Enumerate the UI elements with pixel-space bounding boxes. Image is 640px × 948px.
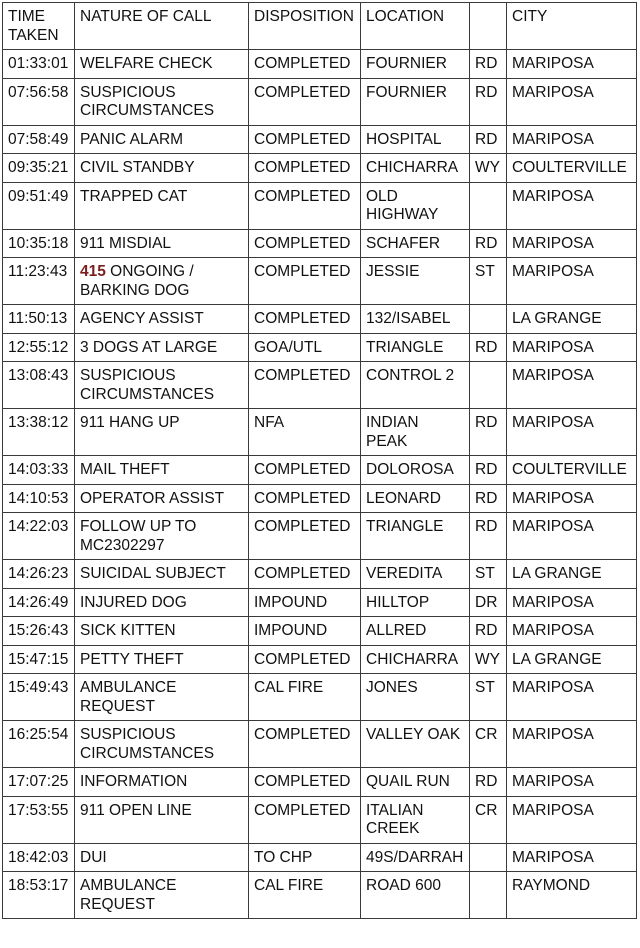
cell-location: HOSPITAL [361, 125, 470, 154]
nature-text: OPERATOR ASSIST [80, 489, 225, 507]
table-row [3, 409, 637, 456]
table-row [3, 617, 637, 646]
cell-time-taken: 07:58:49 [3, 125, 75, 154]
cell-city: MARIPOSA [507, 674, 637, 721]
cell-time-taken: 14:10:53 [3, 484, 75, 513]
cell-street-suffix: RD [470, 484, 507, 513]
cell-location: SCHAFER [361, 229, 470, 258]
cell-nature-of-call [75, 333, 249, 362]
cell-city: MARIPOSA [507, 50, 637, 79]
table-row [3, 50, 637, 79]
cell-nature-of-call [75, 513, 249, 560]
cell-location: TRIANGLE [361, 333, 470, 362]
nature-text: SUSPICIOUS CIRCUMSTANCES [80, 367, 215, 403]
cell-disposition: COMPLETED [249, 796, 361, 843]
cell-street-suffix: WY [470, 154, 507, 183]
table-row [3, 768, 637, 797]
nature-text: INFORMATION [80, 773, 188, 790]
cell-time-taken: 12:55:12 [3, 333, 75, 362]
cell-nature-of-call [75, 645, 249, 674]
cell-city: MARIPOSA [507, 588, 637, 617]
cell-disposition: COMPLETED [249, 229, 361, 258]
cell-nature-of-call [75, 229, 249, 258]
cell-time-taken: 18:42:03 [3, 843, 75, 872]
cell-city: MARIPOSA [507, 409, 637, 456]
cell-street-suffix: RD [470, 768, 507, 797]
cell-city: RAYMOND [507, 872, 637, 919]
nature-text: INJURED DOG [80, 593, 187, 611]
table-row [3, 484, 637, 513]
cell-location: ALLRED [361, 617, 470, 646]
cell-street-suffix: DR [470, 588, 507, 617]
nature-text: PETTY THEFT [80, 650, 184, 668]
cell-time-taken: 10:35:18 [3, 229, 75, 258]
cell-nature-of-call [75, 305, 249, 334]
cell-disposition: TO CHP [249, 843, 361, 872]
cell-location: TRIANGLE [361, 513, 470, 560]
cell-disposition: CAL FIRE [249, 674, 361, 721]
cell-time-taken: 14:26:23 [3, 560, 75, 589]
nature-text: CIVIL STANDBY [80, 159, 195, 176]
cell-disposition: COMPLETED [249, 305, 361, 334]
cell-disposition: COMPLETED [249, 154, 361, 183]
cell-location: OLD HIGHWAY [361, 182, 470, 229]
cell-nature-of-call [75, 78, 249, 125]
table-row [3, 333, 637, 362]
cell-nature-of-call [75, 258, 249, 305]
cell-city: MARIPOSA [507, 78, 637, 125]
cell-street-suffix: ST [470, 560, 507, 589]
cell-city: COULTERVILLE [507, 456, 637, 485]
cell-location: LEONARD [361, 484, 470, 513]
cell-disposition: COMPLETED [249, 456, 361, 485]
cell-nature-of-call [75, 50, 249, 79]
cell-location: ITALIAN CREEK [361, 796, 470, 843]
cell-city: MARIPOSA [507, 484, 637, 513]
cell-time-taken: 09:35:21 [3, 154, 75, 183]
cell-city: MARIPOSA [507, 768, 637, 797]
cell-location: 49S/DARRAH [361, 843, 470, 872]
table-row [3, 182, 637, 229]
cell-street-suffix: RD [470, 409, 507, 456]
cell-city: MARIPOSA [507, 258, 637, 305]
cell-time-taken: 17:53:55 [3, 796, 75, 843]
table-row [3, 721, 637, 768]
cell-location: 132/ISABEL [361, 305, 470, 334]
header-street-suffix [470, 3, 507, 50]
cell-time-taken: 11:50:13 [3, 305, 75, 334]
cell-time-taken: 14:22:03 [3, 513, 75, 560]
table-row [3, 362, 637, 409]
nature-text: SUICIDAL SUBJECT [80, 565, 226, 582]
cell-city: LA GRANGE [507, 560, 637, 589]
cell-disposition: COMPLETED [249, 484, 361, 513]
cell-city: COULTERVILLE [507, 154, 637, 183]
nature-text: 911 OPEN LINE [80, 801, 192, 819]
nature-text: DUI [80, 848, 107, 866]
cell-location: CHICHARRA [361, 154, 470, 183]
cell-city: MARIPOSA [507, 125, 637, 154]
cell-nature-of-call [75, 154, 249, 183]
table-row [3, 78, 637, 125]
nature-text: WELFARE CHECK [80, 55, 213, 72]
cell-time-taken: 14:03:33 [3, 456, 75, 485]
cell-location: FOURNIER [361, 78, 470, 125]
cell-time-taken: 07:56:58 [3, 78, 75, 125]
nature-text: PANIC ALARM [80, 130, 184, 148]
cell-time-taken: 01:33:01 [3, 50, 75, 79]
cell-city: MARIPOSA [507, 513, 637, 560]
cell-disposition: COMPLETED [249, 645, 361, 674]
table-row [3, 796, 637, 843]
cell-location: ROAD 600 [361, 872, 470, 919]
penal-code: 415 [80, 263, 106, 280]
header-nature-of-call: NATURE OF CALL [75, 3, 249, 50]
cell-location: DOLOROSA [361, 456, 470, 485]
header-location: LOCATION [361, 3, 470, 50]
cell-disposition: COMPLETED [249, 513, 361, 560]
cell-city: MARIPOSA [507, 796, 637, 843]
cell-nature-of-call [75, 843, 249, 872]
cell-street-suffix [470, 872, 507, 919]
cell-street-suffix: RD [470, 50, 507, 79]
header-city: CITY [507, 3, 637, 50]
nature-text: ONGOING / BARKING DOG [80, 263, 194, 299]
cell-street-suffix [470, 362, 507, 409]
cell-street-suffix [470, 843, 507, 872]
cell-nature-of-call [75, 617, 249, 646]
cell-nature-of-call [75, 409, 249, 456]
table-row [3, 258, 637, 305]
cell-disposition: COMPLETED [249, 560, 361, 589]
header-time-taken: TIME TAKEN [3, 3, 75, 50]
cell-city: LA GRANGE [507, 305, 637, 334]
cell-location: VALLEY OAK [361, 721, 470, 768]
cell-nature-of-call [75, 588, 249, 617]
cell-nature-of-call [75, 484, 249, 513]
cell-time-taken: 13:38:12 [3, 409, 75, 456]
table-row [3, 229, 637, 258]
cell-nature-of-call [75, 125, 249, 154]
cell-disposition: CAL FIRE [249, 872, 361, 919]
cell-nature-of-call [75, 721, 249, 768]
cell-street-suffix [470, 182, 507, 229]
cell-street-suffix: RD [470, 78, 507, 125]
cell-street-suffix: RD [470, 617, 507, 646]
table-row [3, 154, 637, 183]
nature-text: 911 HANG UP [80, 414, 180, 431]
nature-text: TRAPPED CAT [80, 187, 188, 205]
cell-disposition: COMPLETED [249, 362, 361, 409]
cell-location: QUAIL RUN [361, 768, 470, 797]
cell-nature-of-call [75, 872, 249, 919]
table-row [3, 560, 637, 589]
cell-nature-of-call [75, 674, 249, 721]
table-row [3, 513, 637, 560]
cell-location: VEREDITA [361, 560, 470, 589]
nature-text: AMBULANCE REQUEST [80, 679, 177, 715]
cell-street-suffix: CR [470, 721, 507, 768]
nature-text: AMBULANCE REQUEST [80, 877, 177, 913]
table-row [3, 872, 637, 919]
cell-nature-of-call [75, 768, 249, 797]
cell-city: LA GRANGE [507, 645, 637, 674]
table-row [3, 456, 637, 485]
cell-disposition: COMPLETED [249, 721, 361, 768]
nature-text: AGENCY ASSIST [80, 310, 204, 327]
table-row [3, 305, 637, 334]
cell-location: INDIAN PEAK [361, 409, 470, 456]
cell-disposition: COMPLETED [249, 125, 361, 154]
cell-street-suffix: RD [470, 125, 507, 154]
cell-location: JESSIE [361, 258, 470, 305]
cell-street-suffix [470, 305, 507, 334]
header-disposition: DISPOSITION [249, 3, 361, 50]
nature-text: 3 DOGS AT LARGE [80, 338, 218, 356]
cell-time-taken: 15:49:43 [3, 674, 75, 721]
call-log-table [2, 2, 637, 919]
cell-time-taken: 09:51:49 [3, 182, 75, 229]
cell-nature-of-call [75, 456, 249, 485]
cell-disposition: COMPLETED [249, 78, 361, 125]
table-row [3, 843, 637, 872]
cell-street-suffix: ST [470, 258, 507, 305]
cell-disposition: COMPLETED [249, 768, 361, 797]
cell-city: MARIPOSA [507, 333, 637, 362]
cell-time-taken: 15:26:43 [3, 617, 75, 646]
cell-city: MARIPOSA [507, 229, 637, 258]
cell-street-suffix: RD [470, 333, 507, 362]
cell-street-suffix: RD [470, 229, 507, 258]
cell-location: CHICHARRA [361, 645, 470, 674]
nature-text: SICK KITTEN [80, 622, 176, 639]
nature-text: SUSPICIOUS CIRCUMSTANCES [80, 83, 215, 119]
table-row [3, 588, 637, 617]
cell-nature-of-call [75, 362, 249, 409]
cell-disposition: COMPLETED [249, 182, 361, 229]
cell-time-taken: 11:23:43 [3, 258, 75, 305]
cell-city: MARIPOSA [507, 617, 637, 646]
header-row [3, 3, 637, 50]
table-row [3, 125, 637, 154]
cell-street-suffix: ST [470, 674, 507, 721]
cell-disposition: IMPOUND [249, 617, 361, 646]
cell-street-suffix: RD [470, 456, 507, 485]
cell-street-suffix: WY [470, 645, 507, 674]
cell-disposition: NFA [249, 409, 361, 456]
cell-nature-of-call [75, 560, 249, 589]
cell-nature-of-call [75, 182, 249, 229]
nature-text: 911 MISDIAL [80, 234, 172, 252]
cell-time-taken: 14:26:49 [3, 588, 75, 617]
cell-street-suffix: RD [470, 513, 507, 560]
cell-nature-of-call [75, 796, 249, 843]
table-row [3, 645, 637, 674]
cell-city: MARIPOSA [507, 362, 637, 409]
cell-time-taken: 13:08:43 [3, 362, 75, 409]
nature-text: MAIL THEFT [80, 461, 170, 478]
cell-location: CONTROL 2 [361, 362, 470, 409]
cell-location: JONES [361, 674, 470, 721]
table-body [3, 50, 637, 919]
nature-text: FOLLOW UP TO MC2302297 [80, 518, 197, 554]
nature-text: SUSPICIOUS CIRCUMSTANCES [80, 726, 215, 762]
cell-time-taken: 15:47:15 [3, 645, 75, 674]
table-header [3, 3, 637, 50]
cell-city: MARIPOSA [507, 182, 637, 229]
cell-disposition: COMPLETED [249, 50, 361, 79]
cell-time-taken: 16:25:54 [3, 721, 75, 768]
cell-location: FOURNIER [361, 50, 470, 79]
table-row [3, 674, 637, 721]
cell-disposition: IMPOUND [249, 588, 361, 617]
cell-time-taken: 18:53:17 [3, 872, 75, 919]
cell-street-suffix: CR [470, 796, 507, 843]
cell-time-taken: 17:07:25 [3, 768, 75, 797]
cell-location: HILLTOP [361, 588, 470, 617]
cell-city: MARIPOSA [507, 721, 637, 768]
cell-city: MARIPOSA [507, 843, 637, 872]
cell-disposition: COMPLETED [249, 258, 361, 305]
cell-disposition: GOA/UTL [249, 333, 361, 362]
